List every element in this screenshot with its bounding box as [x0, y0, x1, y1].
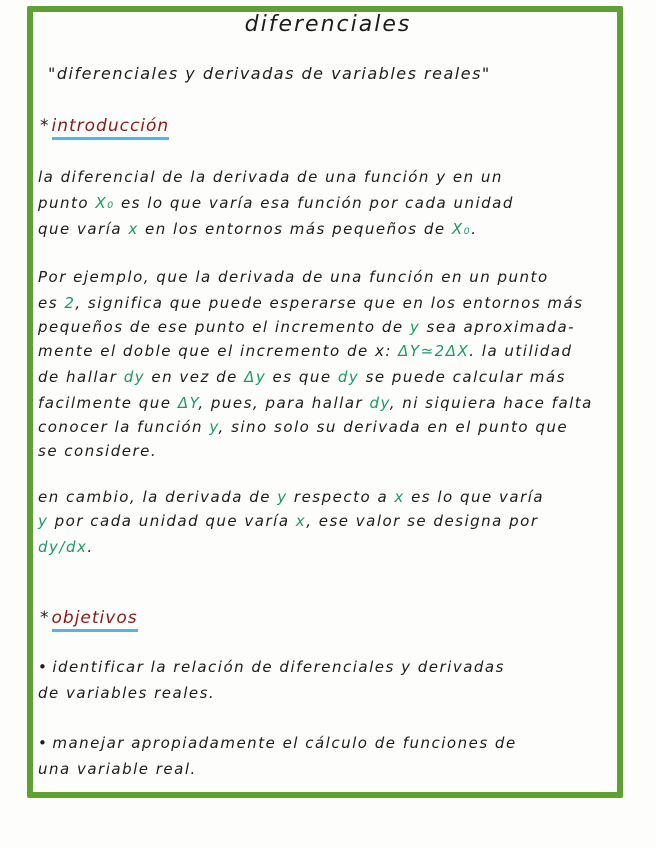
math-y: y	[409, 318, 421, 336]
bullet-icon: •	[38, 734, 49, 752]
intro-p1-line3: que varía x en los entornos más pequeños de X₀.	[38, 220, 478, 238]
intro-heading	[40, 116, 169, 136]
math-x: x	[295, 512, 307, 530]
math-y: y	[38, 512, 49, 530]
math-2: 2	[64, 294, 76, 312]
math-x0: X₀	[95, 194, 115, 212]
math-x: x	[394, 488, 405, 506]
math-x: x	[128, 220, 139, 238]
math-y: y	[209, 418, 219, 436]
objetivos-heading	[40, 608, 138, 628]
math-dy: dy	[337, 368, 360, 386]
page-title: diferenciales	[244, 12, 412, 37]
intro-p2-line1: Por ejemplo, que la derivada de una función en un punto	[38, 268, 549, 286]
asterisk-icon: *	[40, 608, 50, 628]
objective-2-line1: • manejar apropiadamente el cálculo de funciones de	[38, 734, 517, 752]
math-dy: dy	[123, 368, 146, 386]
intro-p3-line3: dy/dx.	[38, 538, 94, 556]
intro-p2-line7: conocer la función y, sino solo su derivada en el punto que	[38, 418, 569, 436]
objective-1-line2: de variables reales.	[38, 684, 216, 702]
math-x0: X₀	[451, 220, 472, 238]
math-delta-y: Δy	[244, 368, 267, 386]
intro-p2-line5: de hallar dy en vez de Δy es que dy se puede calcular más	[38, 368, 566, 386]
math-y: y	[277, 488, 288, 506]
bullet-icon: •	[38, 658, 49, 676]
asterisk-icon: *	[40, 116, 50, 136]
intro-p2-line3: pequeños de ese punto el incremento de y sea aproximada-	[38, 318, 576, 336]
math-dydx: dy/dx	[38, 538, 88, 556]
intro-p2-line2: es 2, significa que puede esperarse que en los entornos más	[38, 294, 584, 312]
intro-p3-line2: y por cada unidad que varía x, ese valor se designa por	[38, 512, 539, 530]
objective-1-line1: • identificar la relación de diferenciales y derivadas	[38, 658, 505, 676]
intro-p3-line1: en cambio, la derivada de y respecto a x es lo que varía	[38, 488, 545, 506]
math-dy: dy	[369, 394, 390, 412]
intro-p2-line4: mente el doble que el incremento de x: ΔY≃2ΔX. la utilidad	[38, 342, 573, 360]
math-delta-y: ΔY	[177, 394, 199, 412]
intro-heading-text: introducción	[52, 116, 170, 140]
intro-p1-line1: la diferencial de la derivada de una función y en un	[38, 168, 503, 186]
intro-p2-line6: facilmente que ΔY, pues, para hallar dy, ni siquiera hace falta	[38, 394, 593, 412]
objetivos-heading-text: objetivos	[52, 608, 138, 632]
subtitle: "diferenciales y derivadas de variables reales"	[48, 64, 491, 83]
objective-2-line2: una variable real.	[38, 760, 197, 778]
intro-p2-line8: se considere.	[38, 442, 158, 460]
math-approx: ΔY≃2ΔX	[398, 342, 470, 360]
intro-p1-line2: punto X₀ es lo que varía esa función por cada unidad	[38, 194, 514, 212]
